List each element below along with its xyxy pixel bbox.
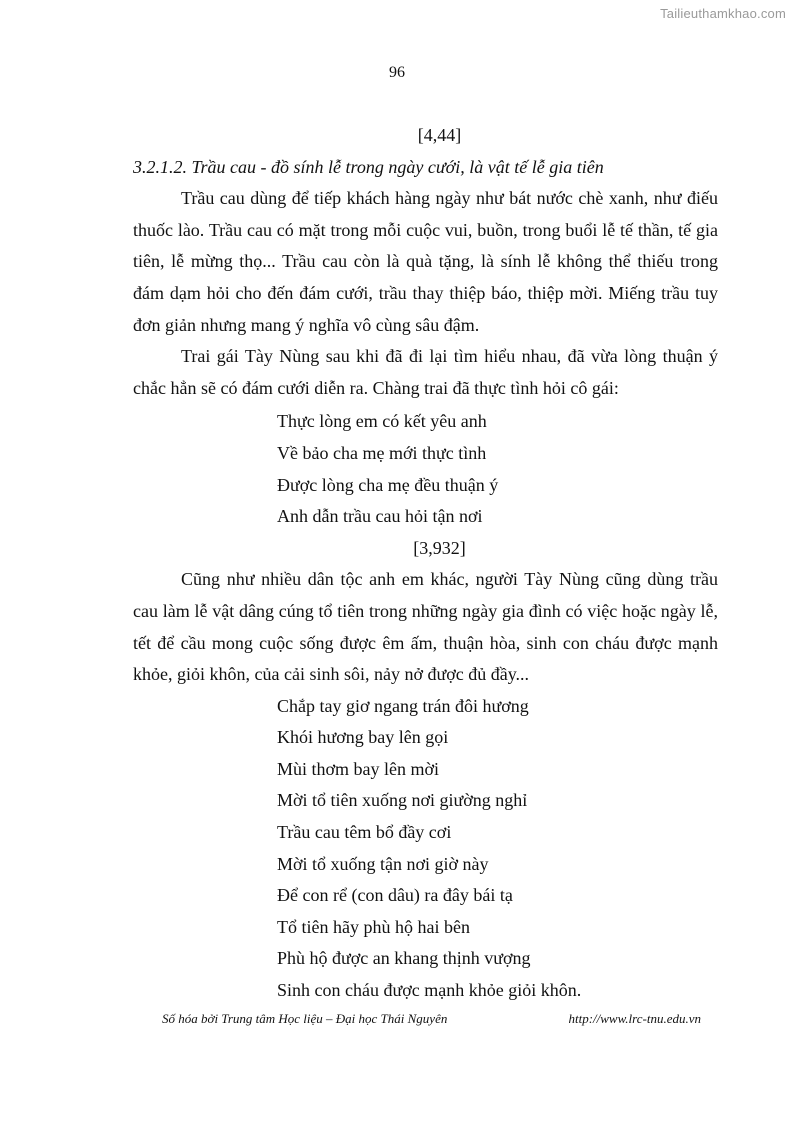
poem-line: Anh dẫn trầu cau hỏi tận nơi <box>277 506 483 527</box>
footer-source: Số hóa bởi Trung tâm Học liệu – Đại học Thái Nguyên <box>162 1011 448 1026</box>
poem-line: Tổ tiên hãy phù hộ hai bên <box>277 916 470 937</box>
footer-url: http://www.lrc-tnu.edu.vn <box>568 1011 701 1026</box>
citation: [3,932] <box>413 537 466 558</box>
poem-line: Mời tổ tiên xuống nơi giường nghỉ <box>277 790 528 811</box>
poem-line: Sinh con cháu được mạnh khỏe giỏi khôn. <box>277 980 582 1001</box>
poem-stanza <box>133 406 718 532</box>
poem-line: Thực lòng em có kết yêu anh <box>277 411 487 432</box>
paragraph: Trai gái Tày Nùng sau khi đã đi lại tìm hiểu nhau, đã vừa lòng thuận ý chắc hẳn sẽ có đám cưới diễn ra. Chàng trai đã thực tình hỏi cô gái: <box>133 346 718 398</box>
poem-line: Được lòng cha mẹ đều thuận ý <box>277 474 499 495</box>
poem-line: Mời tổ xuống tận nơi giờ này <box>277 853 489 874</box>
poem-line: Phù hộ được an khang thịnh vượng <box>277 948 531 969</box>
paragraph: Cũng như nhiều dân tộc anh em khác, người Tày Nùng cũng dùng trầu cau làm lễ vật dâng cúng tổ tiên trong những ngày gia đình có việc hoặc ngày lễ, tết để cầu mong cuộc sống được êm ấm, thuận hòa, sinh con cháu được mạnh khỏe, giỏi khôn, của cải sinh sôi, nảy nở được đủ đầy... <box>133 569 718 685</box>
poem-line: Mùi thơm bay lên mời <box>277 758 440 779</box>
watermark-text: Tailieuthamkhao.com <box>660 6 786 21</box>
paragraph: Trầu cau dùng để tiếp khách hàng ngày như bát nước chè xanh, như điếu thuốc lào. Trầu cau có mặt trong mỗi cuộc vui, buồn, trong buổi lễ tế thần, tế gia tiên, lễ mừng thọ... Trầu cau còn là quà tặng, là sính lễ không thể thiếu trong đám dạm hỏi cho đến đám cưới, trầu thay thiệp báo, thiệp mời. Miếng trầu tuy đơn giản nhưng mang ý nghĩa vô cùng sâu đậm. <box>133 188 718 335</box>
poem-line: Chắp tay giơ ngang trán đôi hương <box>277 695 529 716</box>
section-heading: 3.2.1.2. Trầu cau - đồ sính lễ trong ngày cưới, là vật tế lễ gia tiên <box>133 156 604 177</box>
poem-line: Về bảo cha mẹ mới thực tình <box>277 442 487 463</box>
poem-stanza <box>133 691 718 1007</box>
poem-line: Trầu cau têm bổ đầy cơi <box>277 822 452 843</box>
poem-line: Để con rể (con dâu) ra đây bái tạ <box>277 885 513 906</box>
poem-line: Khói hương bay lên gọi <box>277 727 449 748</box>
page-number: 96 <box>389 64 405 81</box>
citation: [4,44] <box>417 125 462 145</box>
document-body <box>133 120 718 1007</box>
